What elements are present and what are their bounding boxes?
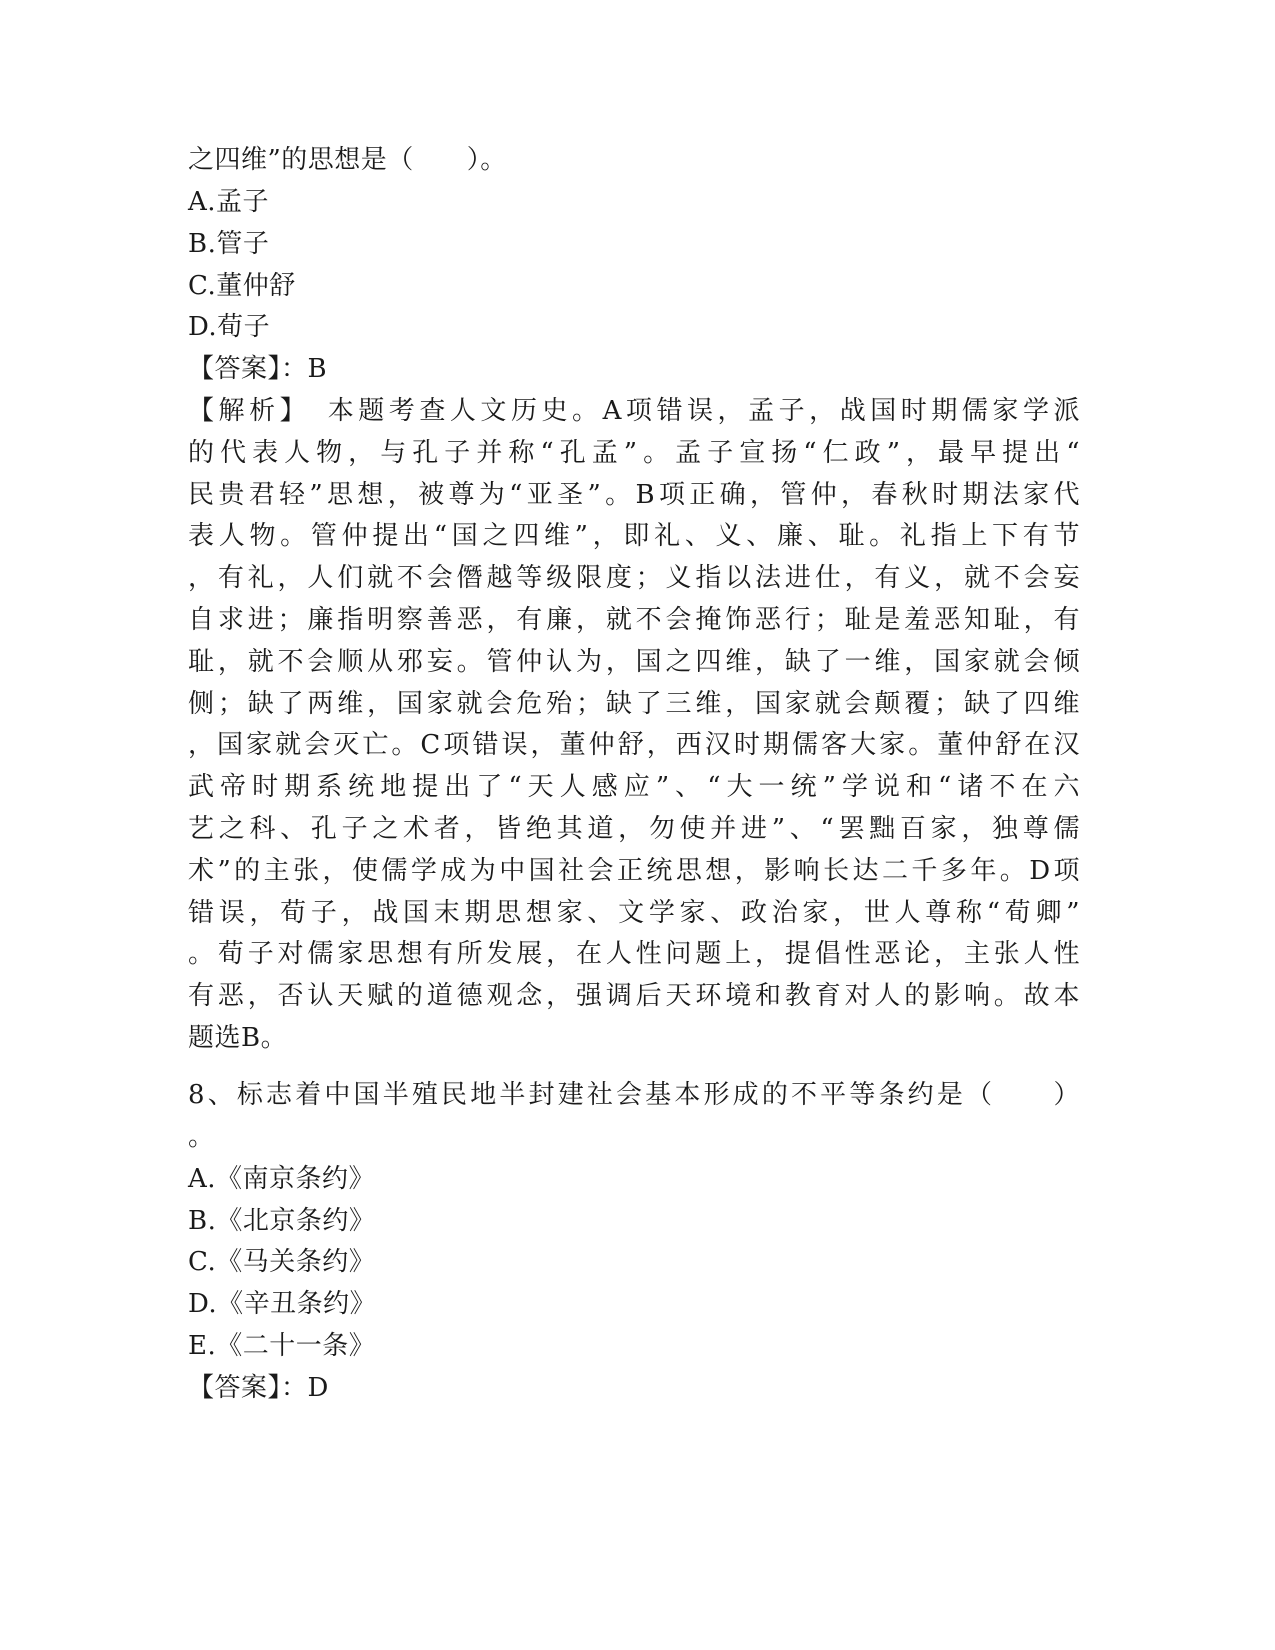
question-7-analysis-line: 武帝时期系统地提出了“天人感应”、“大一统”学说和“诸不在六	[188, 772, 1080, 802]
question-7-option-b: B.管子	[188, 229, 270, 259]
question-7-option-d: D.荀子	[188, 312, 271, 342]
question-7-analysis-line: 表人物。管仲提出“国之四维”，即礼、义、廉、耻。礼指上下有节	[188, 521, 1080, 551]
question-7-analysis-line: 自求进；廉指明察善恶，有廉，就不会掩饰恶行；耻是羞恶知耻，有	[188, 605, 1080, 635]
question-7-analysis-line: 有恶，否认天赋的道德观念，强调后天环境和教育对人的影响。故本	[188, 981, 1080, 1011]
question-7-analysis-line: 术”的主张，使儒学成为中国社会正统思想，影响长达二千多年。D项	[188, 856, 1080, 886]
question-8-stem: 8、标志着中国半殖民地半封建社会基本形成的不平等条约是（ ）	[188, 1080, 1080, 1110]
question-7-option-c: C.董仲舒	[188, 271, 296, 301]
question-7-answer: 【答案】：B	[188, 354, 328, 384]
question-8-option-a: A.《南京条约》	[188, 1164, 376, 1194]
question-8-option-d: D.《辛丑条约》	[188, 1289, 377, 1319]
question-8-option-b: B.《北京条约》	[188, 1206, 376, 1236]
question-7-analysis-line: 【解析】 本题考查人文历史。A项错误，孟子，战国时期儒家学派	[188, 396, 1080, 426]
question-7-analysis-line: 的代表人物，与孔子并称“孔孟”。孟子宣扬“仁政”，最早提出“	[188, 438, 1080, 468]
question-7-option-a: A.孟子	[188, 187, 270, 217]
question-8-stem-tail: 。	[188, 1122, 215, 1152]
question-7-analysis-line: 题选B。	[188, 1023, 288, 1053]
question-7-analysis-line: ，有礼，人们就不会僭越等级限度；义指以法进仕，有义，就不会妄	[188, 563, 1080, 593]
question-7-analysis-line: 。荀子对儒家思想有所发展，在人性问题上，提倡性恶论，主张人性	[188, 939, 1080, 969]
question-7-analysis-line: ，国家就会灭亡。C项错误，董仲舒，西汉时期儒客大家。董仲舒在汉	[188, 730, 1080, 760]
question-7-analysis-line: 艺之科、孔子之术者，皆绝其道，勿使并进”、“罢黜百家，独尊儒	[188, 814, 1080, 844]
question-8-option-c: C.《马关条约》	[188, 1247, 376, 1277]
question-8-answer: 【答案】：D	[188, 1373, 329, 1403]
question-7-analysis-line: 侧；缺了两维，国家就会危殆；缺了三维，国家就会颠覆；缺了四维	[188, 689, 1080, 719]
question-7-analysis-line: 耻，就不会顺从邪妄。管仲认为，国之四维，缺了一维，国家就会倾	[188, 647, 1080, 677]
question-7-stem: 之四维”的思想是（ ）。	[188, 145, 507, 175]
question-8-option-e: E.《二十一条》	[188, 1331, 376, 1361]
question-7-analysis-line: 错误，荀子，战国末期思想家、文学家、政治家，世人尊称“荀卿”	[188, 898, 1080, 928]
question-7-analysis-line: 民贵君轻”思想，被尊为“亚圣”。B项正确，管仲，春秋时期法家代	[188, 480, 1080, 510]
